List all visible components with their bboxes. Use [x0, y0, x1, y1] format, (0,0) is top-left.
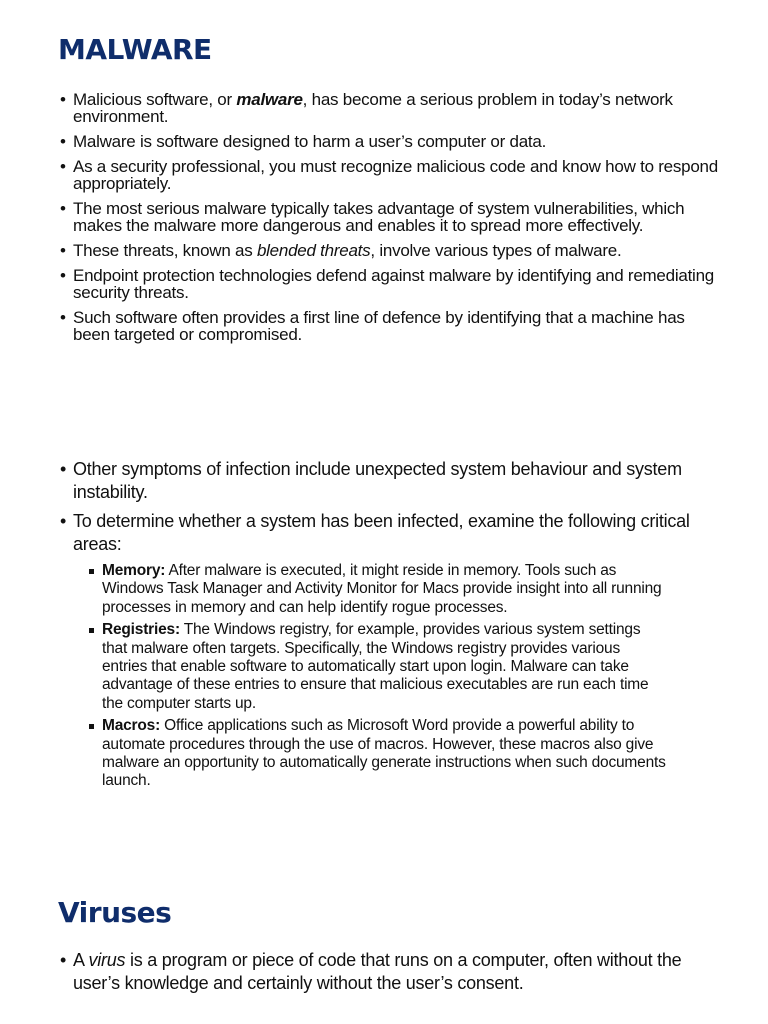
- blended-threats-term: blended threats: [256, 241, 371, 260]
- critical-areas-list: [89, 562, 669, 791]
- viruses-bullet-list: [60, 949, 713, 995]
- malware-bullet-list: [60, 91, 723, 343]
- list-item: • Such software often provides a first line of defence by identifying that a machine has been targeted or compromised.: [60, 309, 723, 343]
- list-item: • Malicious software, or malware, has become a serious problem in today’s network environment.: [60, 91, 723, 125]
- list-item: • A virus is a program or piece of code that runs on a computer, often without the user’s knowledge and certainly without the user’s consent.: [60, 949, 713, 995]
- list-item: • As a security professional, you must recognize malicious code and know how to respond appropriately.: [60, 158, 723, 192]
- list-item: • Malware is software designed to harm a user’s computer or data.: [60, 133, 723, 150]
- malware-term: malware: [236, 90, 303, 109]
- malware-heading: MALWARE: [58, 33, 212, 66]
- critical-area-memory: Memory: After malware is executed, it might reside in memory. Tools such as Windows Task Manager and Activity Monitor for Macs provide insight into all running processes in memory and can help identify rogue processes.: [89, 562, 669, 617]
- list-item: • Endpoint protection technologies defend against malware by identifying and remediating security threats.: [60, 267, 723, 301]
- symptoms-bullet-list: [60, 458, 713, 791]
- viruses-heading: Viruses: [58, 896, 172, 929]
- critical-area-macros: Macros: Office applications such as Microsoft Word provide a powerful ability to automate procedures through the use of macros. However, these macros also give malware an opportunity to automatically generate instructions when such documents launch.: [89, 717, 669, 791]
- critical-area-registries: Registries: The Windows registry, for example, provides various system settings that malware often targets. Specifically, the Windows registry provides various entries that enable software to automatically start upon login. Malware can take advantage of these entries to ensure that malicious executables are run each time the computer starts up.: [89, 621, 669, 713]
- list-item: • To determine whether a system has been infected, examine the following critical areas: Memory: After malware is executed, it might reside in memory. Tools such as Windows Task Manager and Activity Monitor for Macs provide insight into all running processes in memory and can help identify rogue processes. Registries: The Windows registry, for example, provides various system settings that malware often targets. Specifically, the Windows registry provides various entries that enable software to automatically start upon login. Malware can take advantage of these entries to ensure that malicious executables are run each time the computer starts up. Macros: Office applications such as Microsoft Word provide a powerful ability to automate procedures through the use of macros. However, these macros also give malware an opportunity to automatically generate instructions when such documents launch.: [60, 510, 713, 791]
- list-item: • Other symptoms of infection include unexpected system behaviour and system instability.: [60, 458, 713, 504]
- list-item: • These threats, known as blended threats, involve various types of malware.: [60, 242, 723, 259]
- virus-term: virus: [88, 950, 126, 970]
- list-item: • The most serious malware typically takes advantage of system vulnerabilities, which makes the malware more dangerous and enables it to spread more effectively.: [60, 200, 723, 234]
